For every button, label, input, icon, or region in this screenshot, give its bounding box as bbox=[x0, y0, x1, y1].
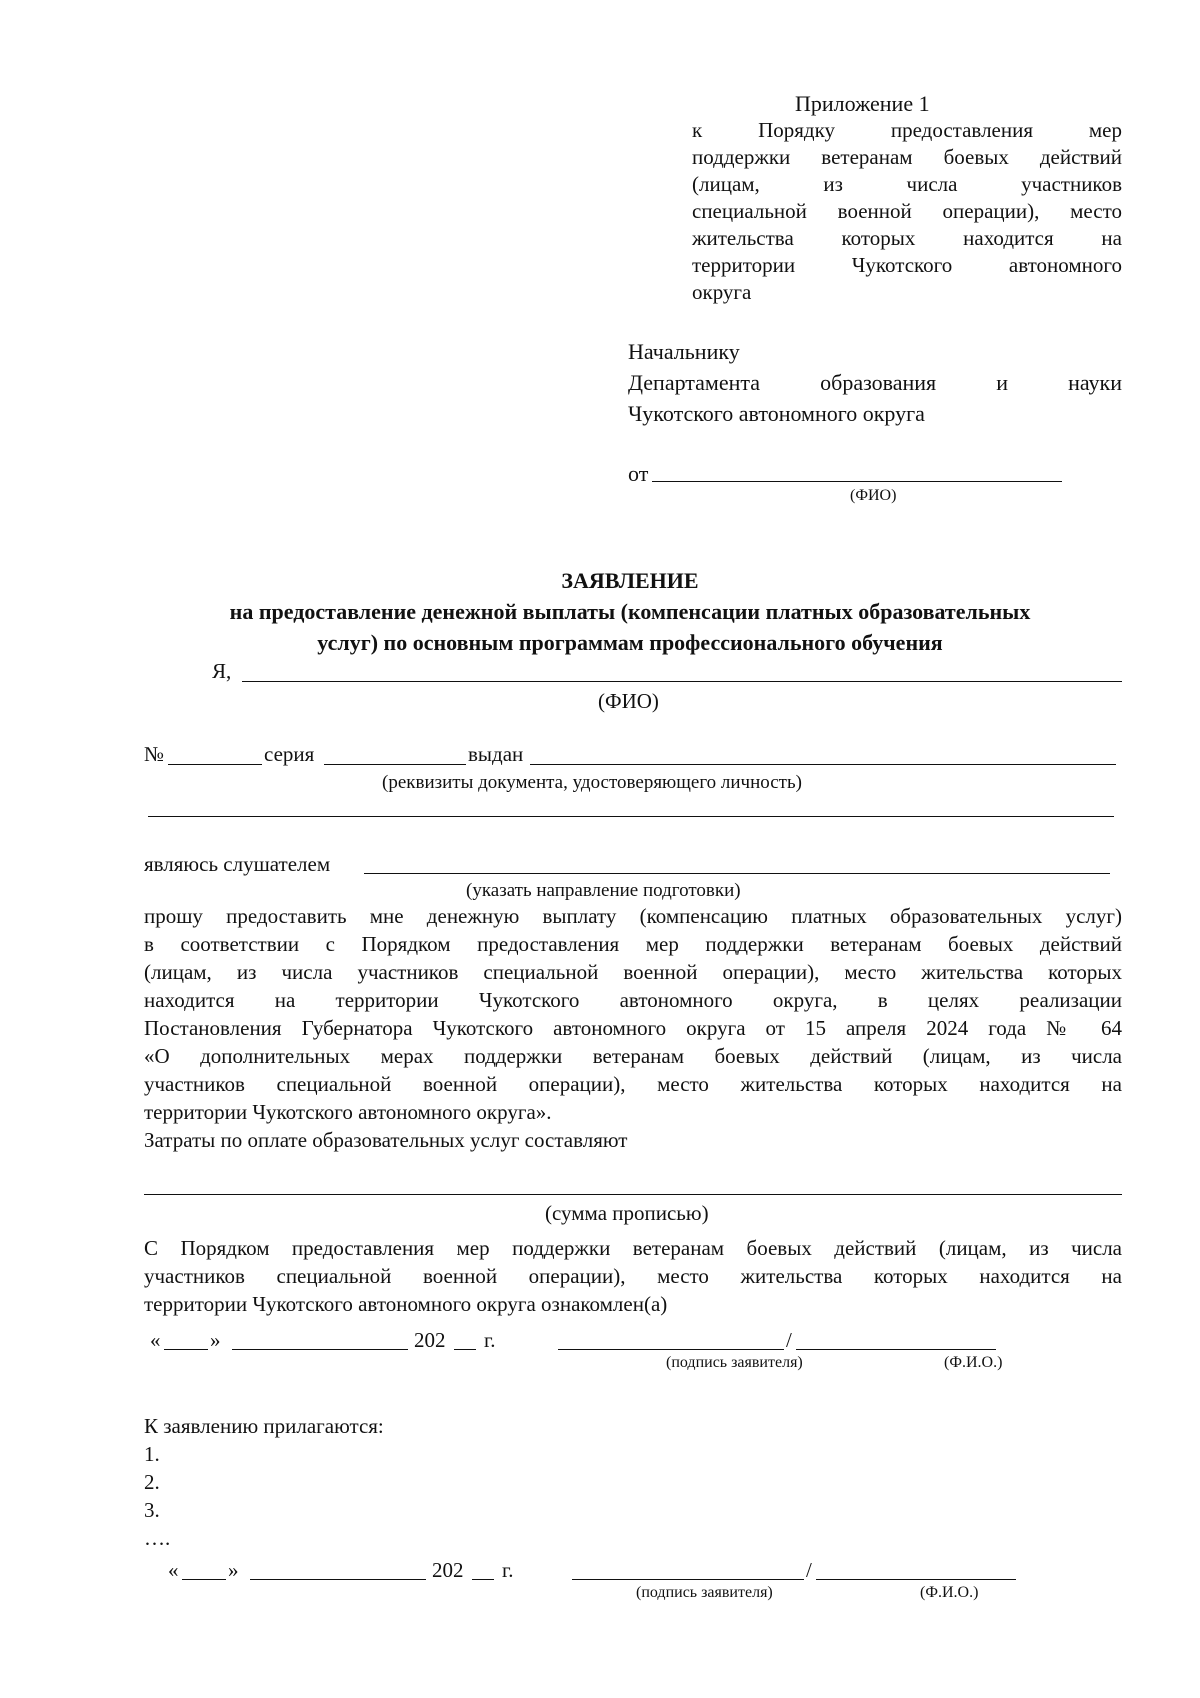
doc-issued-field[interactable] bbox=[530, 764, 1116, 765]
direction-caption: (указать направление подготовки) bbox=[466, 880, 741, 901]
signature-caption: (подпись заявителя) bbox=[636, 1584, 773, 1601]
applicant-fio-field[interactable] bbox=[242, 681, 1122, 682]
acknowledgement-paragraph bbox=[144, 1234, 1122, 1318]
addressee-line: Начальнику bbox=[628, 339, 740, 364]
signature-caption: (подпись заявителя) bbox=[666, 1354, 803, 1371]
addressee-line: Чукотского автономного округа bbox=[628, 401, 925, 426]
appendix-line: поддержки ветеранам боевых действий bbox=[692, 145, 1122, 169]
year-suffix: г. bbox=[502, 1558, 514, 1582]
listener-label: являюсь слушателем bbox=[144, 852, 331, 876]
request-line: прошу предоставить мне денежную выплату (компенсацию платных образовательных услуг) bbox=[144, 904, 1122, 928]
attachment-item: 2. bbox=[144, 1470, 160, 1494]
from-label: от bbox=[628, 461, 649, 486]
from-caption: (ФИО) bbox=[850, 487, 897, 504]
open-quote: « bbox=[150, 1328, 161, 1352]
appendix-line: жительства которых находится на bbox=[692, 226, 1122, 250]
year-prefix: 202 bbox=[414, 1328, 446, 1352]
close-quote: » bbox=[228, 1558, 239, 1582]
page-subtitle: на предоставление денежной выплаты (компенсации платных образовательных bbox=[229, 599, 1031, 624]
month-field[interactable] bbox=[232, 1349, 408, 1350]
page-subtitle: услуг) по основным программам профессионального обучения bbox=[317, 630, 943, 655]
attachment-item: 3. bbox=[144, 1498, 160, 1522]
ack-line: участников специальной военной операции), место жительства которых находится на bbox=[144, 1264, 1122, 1288]
request-line: Постановления Губернатора Чукотского автономного округа от 15 апреля 2024 года № 64 bbox=[144, 1016, 1122, 1040]
ya-label: Я, bbox=[212, 659, 232, 683]
year-suffix: г. bbox=[484, 1328, 496, 1352]
number-label: № bbox=[144, 742, 165, 766]
doc-series-field[interactable] bbox=[324, 764, 466, 765]
signature-row bbox=[168, 1557, 1168, 1617]
attachments-title: К заявлению прилагаются: bbox=[144, 1414, 384, 1438]
fio-field[interactable] bbox=[796, 1349, 996, 1350]
sum-caption: (сумма прописью) bbox=[545, 1201, 709, 1225]
request-paragraph bbox=[144, 902, 1122, 1154]
doc-number-field[interactable] bbox=[168, 764, 262, 765]
request-line: участников специальной военной операции), место жительства которых находится на bbox=[144, 1072, 1122, 1096]
attachment-item: 1. bbox=[144, 1442, 160, 1466]
doc-caption: (реквизиты документа, удостоверяющего личность) bbox=[382, 772, 802, 793]
day-field[interactable] bbox=[164, 1349, 208, 1350]
year-field[interactable] bbox=[454, 1349, 476, 1350]
appendix-line: специальной военной операции), место bbox=[692, 199, 1122, 223]
series-label: серия bbox=[264, 742, 315, 766]
request-line: «О дополнительных мерах поддержки ветеранам боевых действий (лицам, из числа bbox=[144, 1044, 1122, 1068]
month-field[interactable] bbox=[250, 1579, 426, 1580]
close-quote: » bbox=[210, 1328, 221, 1352]
signature-row bbox=[150, 1327, 1150, 1387]
issued-label: выдан bbox=[468, 742, 524, 766]
day-field[interactable] bbox=[182, 1579, 226, 1580]
year-field[interactable] bbox=[472, 1579, 494, 1580]
appendix-line: (лицам, из числа участников bbox=[692, 172, 1122, 196]
doc-continuation-field[interactable] bbox=[148, 816, 1114, 817]
request-line: территории Чукотского автономного округа». bbox=[144, 1100, 552, 1124]
direction-field[interactable] bbox=[364, 873, 1110, 874]
page-title: ЗАЯВЛЕНИЕ bbox=[561, 568, 699, 593]
addressee-block bbox=[628, 336, 1122, 429]
applicant-fio-caption: (ФИО) bbox=[598, 689, 659, 713]
request-line: (лицам, из числа участников специальной военной операции), место жительства которых bbox=[144, 960, 1122, 984]
signature-field[interactable] bbox=[572, 1579, 804, 1580]
open-quote: « bbox=[168, 1558, 179, 1582]
sum-field[interactable] bbox=[144, 1194, 1122, 1195]
fio-caption: (Ф.И.О.) bbox=[920, 1584, 979, 1601]
costs-line: Затраты по оплате образовательных услуг составляют bbox=[144, 1128, 628, 1152]
attachment-ellipsis: …. bbox=[144, 1526, 171, 1550]
attachments-block bbox=[144, 1412, 384, 1552]
appendix-line: к Порядку предоставления мер bbox=[692, 118, 1122, 142]
appendix-title: Приложение 1 bbox=[795, 91, 930, 116]
addressee-line: Департамента образования и науки bbox=[628, 370, 1122, 395]
year-prefix: 202 bbox=[432, 1558, 464, 1582]
appendix-block bbox=[692, 117, 1122, 306]
request-line: находится на территории Чукотского автономного округа, в целях реализации bbox=[144, 988, 1122, 1012]
appendix-line: округа bbox=[692, 280, 752, 304]
signature-field[interactable] bbox=[558, 1349, 784, 1350]
from-field[interactable] bbox=[652, 481, 1062, 482]
slash: / bbox=[806, 1558, 812, 1582]
fio-caption: (Ф.И.О.) bbox=[944, 1354, 1003, 1371]
appendix-line: территории Чукотского автономного bbox=[692, 253, 1122, 277]
fio-field[interactable] bbox=[816, 1579, 1016, 1580]
request-line: в соответствии с Порядком предоставления мер поддержки ветеранам боевых действий bbox=[144, 932, 1122, 956]
slash: / bbox=[786, 1328, 792, 1352]
ack-line: территории Чукотского автономного округа ознакомлен(а) bbox=[144, 1292, 668, 1316]
ack-line: С Порядком предоставления мер поддержки ветеранам боевых действий (лицам, из числа bbox=[144, 1236, 1122, 1260]
